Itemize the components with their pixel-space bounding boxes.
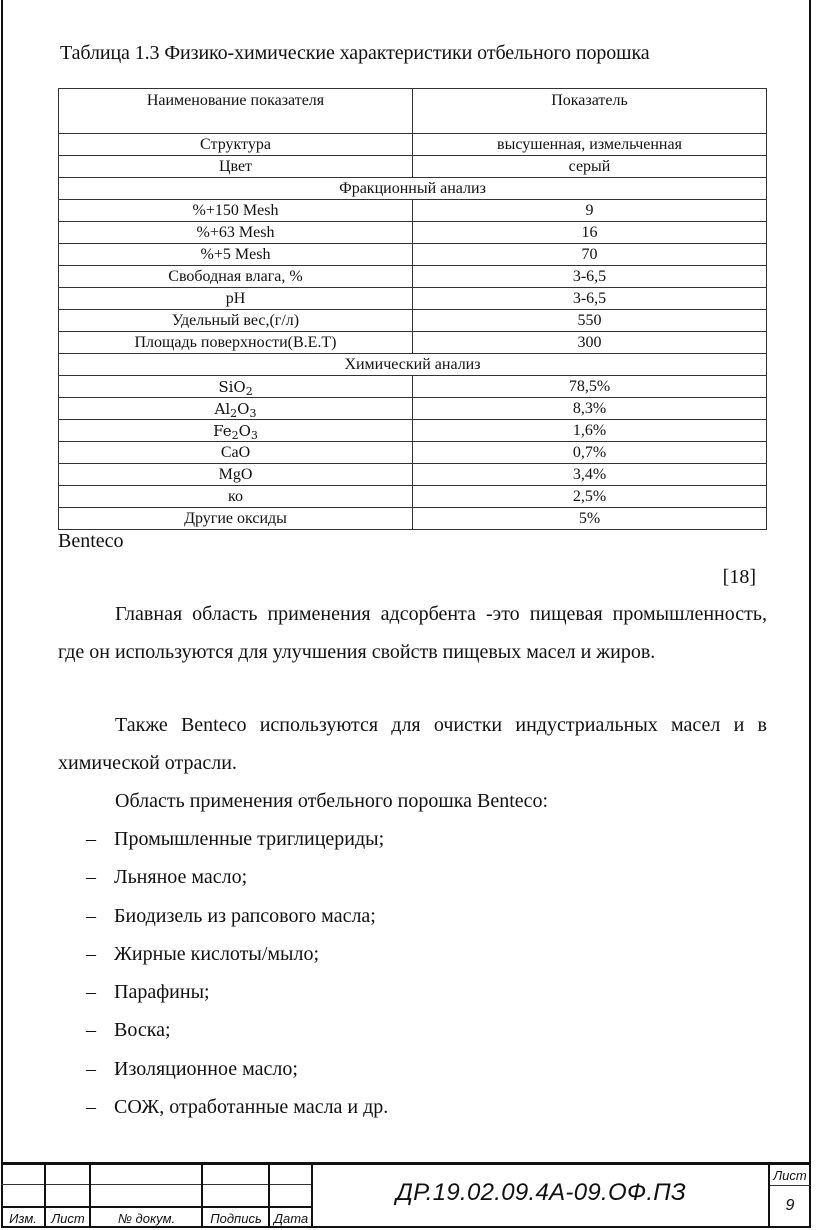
column-header-value: Показатель — [413, 89, 767, 134]
row-name: pH — [59, 288, 413, 310]
section-title: Фракционный анализ — [59, 178, 767, 200]
reference-marker: [18] — [722, 566, 756, 588]
stamp-label-doc-number: № докум. — [117, 1211, 176, 1226]
row-name: %+150 Mesh — [59, 200, 413, 222]
title-block-stamp — [1, 1162, 811, 1228]
formula-subscript: 3 — [250, 428, 258, 442]
stamp-label-signature: Подпись — [210, 1211, 262, 1226]
row-value: 78,5% — [413, 376, 767, 398]
table-row — [59, 508, 767, 530]
formula-part: Al — [214, 399, 231, 418]
list-item-text: Воска; — [114, 1019, 171, 1042]
row-formula — [59, 398, 413, 420]
formula-part: O — [238, 421, 251, 440]
list-item — [58, 858, 388, 896]
list-item — [58, 935, 388, 973]
row-value: 3-6,5 — [413, 288, 767, 310]
row-value: 3-6,5 — [413, 266, 767, 288]
paragraph: Область применения отбельного порошка Benteco: — [115, 790, 549, 812]
stamp-row-divider — [1, 1206, 312, 1208]
row-value: 5% — [413, 508, 767, 530]
list-item-text: Льняное масло; — [114, 866, 248, 889]
stamp-label-sheet: Лист — [51, 1211, 85, 1226]
row-value: 16 — [413, 222, 767, 244]
row-formula — [59, 376, 413, 398]
table-row — [59, 222, 767, 244]
paragraph: Также Benteco используются для очистки индустриальных масел и в химической отрасли. — [58, 714, 767, 774]
sheet-label: Лист — [773, 1168, 807, 1183]
formula-subscript: 2 — [245, 384, 253, 398]
table-row — [59, 486, 767, 508]
row-name: MgO — [59, 464, 413, 486]
stamp-label-change: Изм. — [9, 1211, 37, 1226]
dash-bullet-icon: – — [86, 904, 96, 927]
table-row — [59, 420, 767, 442]
list-item-text: Жирные кислоты/мыло; — [114, 942, 320, 965]
applications-list — [58, 820, 388, 1126]
stamp-label-date: Дата — [273, 1211, 309, 1226]
list-item — [58, 897, 388, 935]
row-formula — [59, 420, 413, 442]
table-row — [59, 134, 767, 156]
row-value: 70 — [413, 244, 767, 266]
stamp-row-divider — [1, 1184, 312, 1185]
list-item — [58, 820, 388, 858]
list-item-text: Промышленные триглицериды; — [114, 828, 385, 850]
dash-bullet-icon: – — [86, 1057, 96, 1080]
list-item — [58, 973, 388, 1011]
row-value: 3,4% — [413, 464, 767, 486]
list-item — [58, 1088, 388, 1126]
section-title: Химический анализ — [59, 354, 767, 376]
row-name: %+5 Mesh — [59, 244, 413, 266]
formula-part: SiO — [218, 377, 246, 396]
row-value: 2,5% — [413, 486, 767, 508]
sheet-number: 9 — [785, 1197, 795, 1214]
document-code: ДР.19.02.09.4А-09.ОФ.ПЗ — [395, 1179, 687, 1206]
dash-bullet-icon: – — [86, 866, 96, 889]
row-value: серый — [413, 156, 767, 178]
row-name: Структура — [59, 134, 413, 156]
table-header-row — [59, 89, 767, 134]
row-name: ко — [59, 486, 413, 508]
row-value: 1,6% — [413, 420, 767, 442]
row-name: Другие оксиды — [59, 508, 413, 530]
table-row — [59, 288, 767, 310]
section-row-chemical — [59, 354, 767, 376]
formula-subscript: 2 — [230, 406, 238, 420]
table-row — [59, 464, 767, 486]
row-name: Удельный вес,(г/л) — [59, 310, 413, 332]
formula-part: O — [237, 399, 250, 418]
formula-subscript: 3 — [249, 406, 257, 420]
table-caption: Таблица 1.3 Физико-химические характеристики отбельного порошка — [60, 42, 650, 64]
row-name: Цвет — [59, 156, 413, 178]
dash-bullet-icon: – — [86, 981, 96, 1004]
row-value: 9 — [413, 200, 767, 222]
row-name: Площадь поверхности(B.E.T) — [59, 332, 413, 354]
formula-part: Fe — [213, 421, 232, 440]
row-value: высушенная, измельченная — [413, 134, 767, 156]
list-item — [58, 1050, 388, 1088]
source-note: Benteco — [58, 530, 124, 552]
list-item-text: СОЖ, отработанные масла и др. — [114, 1096, 389, 1119]
table-row — [59, 156, 767, 178]
dash-bullet-icon: – — [86, 1096, 96, 1119]
row-name: %+63 Mesh — [59, 222, 413, 244]
column-header-name: Наименование показателя — [59, 89, 413, 134]
row-value: 8,3% — [413, 398, 767, 420]
dash-bullet-icon: – — [86, 942, 96, 965]
table-row — [59, 398, 767, 420]
properties-table — [58, 88, 767, 530]
row-name: CaO — [59, 442, 413, 464]
table-row — [59, 442, 767, 464]
table-row — [59, 266, 767, 288]
list-item-text: Парафины; — [114, 981, 210, 1004]
table-row — [59, 376, 767, 398]
list-item-text: Биодизель из рапсового масла; — [114, 904, 376, 927]
dash-bullet-icon: – — [86, 828, 96, 850]
stamp-sheet-divider — [769, 1185, 811, 1186]
section-row-fraction — [59, 178, 767, 200]
formula-subscript: 2 — [231, 428, 239, 442]
list-item-text: Изоляционное масло; — [114, 1057, 298, 1080]
row-value: 0,7% — [413, 442, 767, 464]
row-value: 300 — [413, 332, 767, 354]
table-row — [59, 200, 767, 222]
row-name: Свободная влага, % — [59, 266, 413, 288]
dash-bullet-icon: – — [86, 1019, 96, 1042]
table-row — [59, 310, 767, 332]
paragraph: Главная область применения адсорбента -это пищевая промышленность, где он используются для улучшения свойств пищевых масел и жиров. — [58, 603, 767, 663]
table-row — [59, 332, 767, 354]
list-item — [58, 1011, 388, 1049]
table-row — [59, 244, 767, 266]
row-value: 550 — [413, 310, 767, 332]
